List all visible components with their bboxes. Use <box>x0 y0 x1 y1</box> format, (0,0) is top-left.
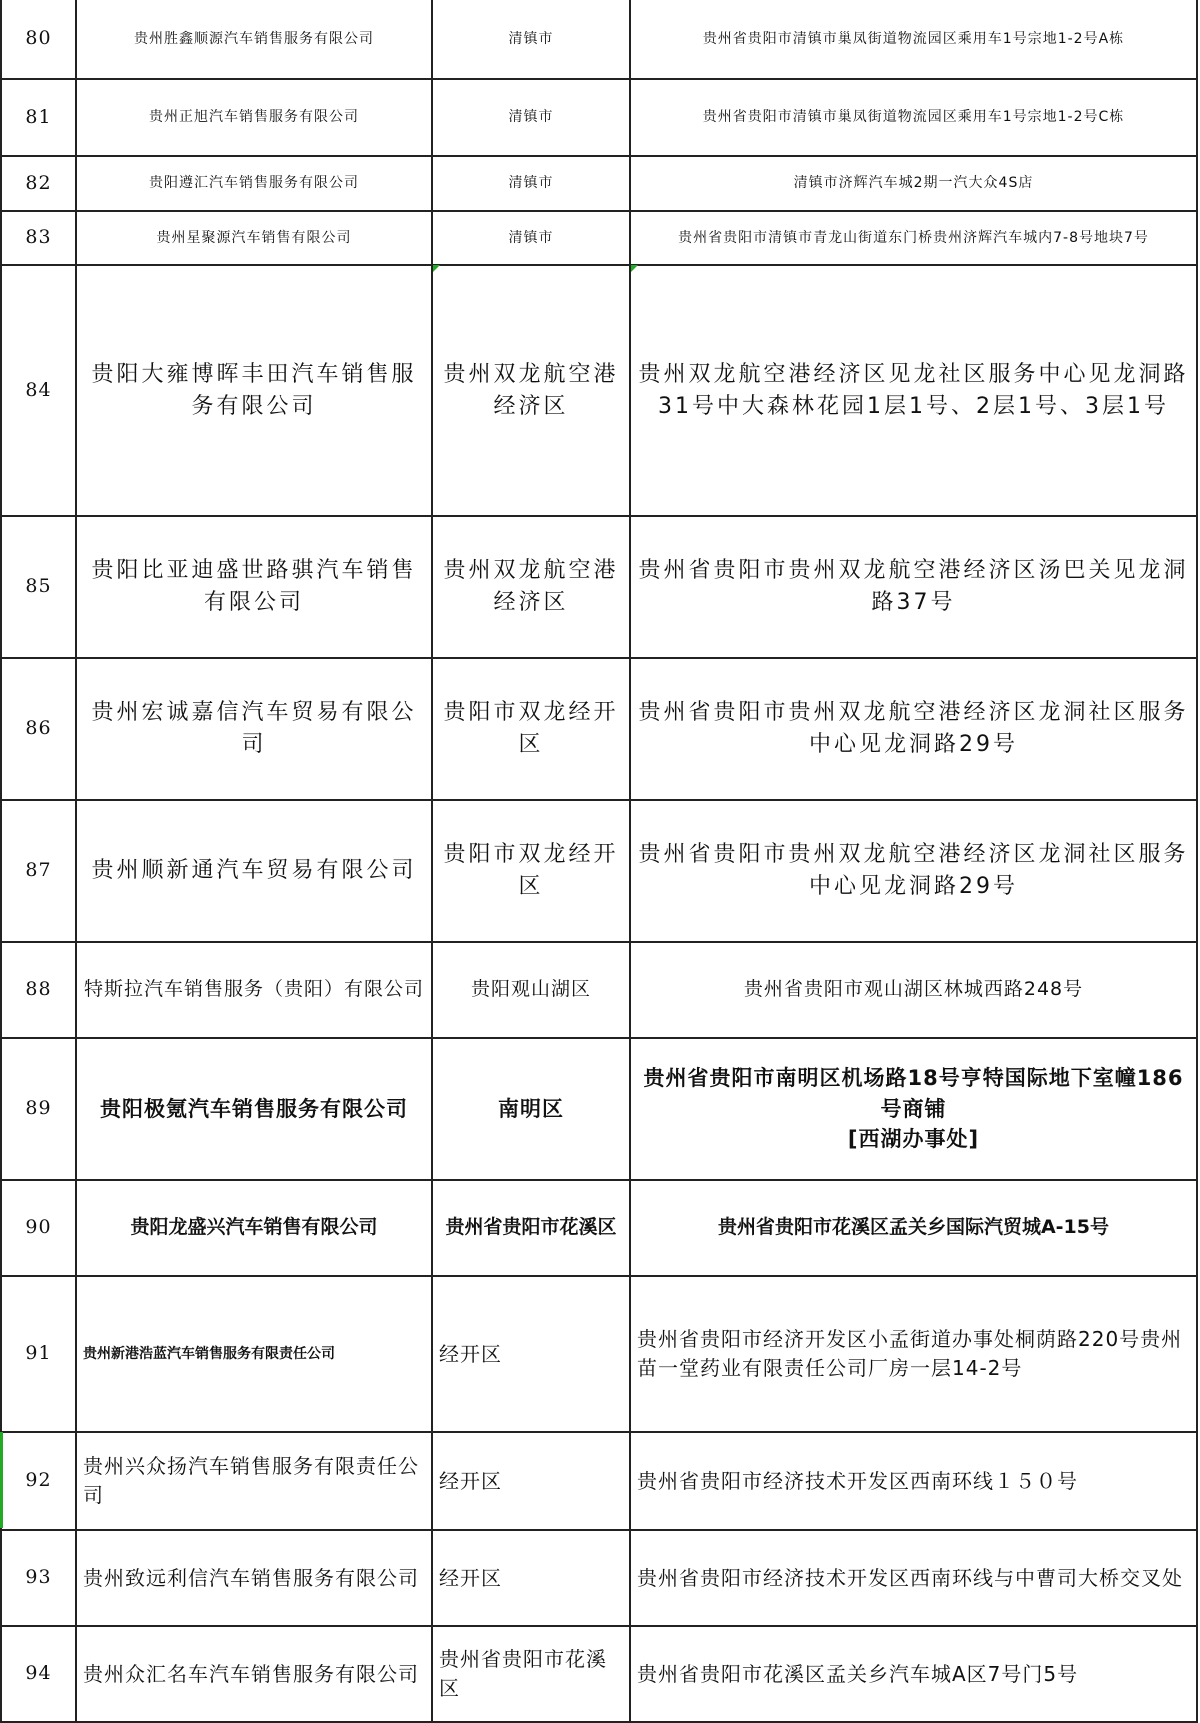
cell-marker <box>433 265 440 272</box>
company-name: 贵州顺新通汽车贸易有限公司 <box>76 800 432 942</box>
company-name: 贵阳龙盛兴汽车销售有限公司 <box>76 1180 432 1276</box>
table-row <box>1 265 1197 516</box>
address: 贵州省贵阳市清镇市青龙山街道东门桥贵州济辉汽车城内7-8号地块7号 <box>630 211 1197 265</box>
address: 贵州双龙航空港经济区见龙社区服务中心见龙洞路31号中大森林花园1层1号、2层1号、3层1号 <box>630 265 1197 516</box>
address-cell <box>630 1038 1197 1180</box>
district: 贵州省贵阳市花溪区 <box>432 1626 630 1722</box>
address: 清镇市济辉汽车城2期一汽大众4S店 <box>630 156 1197 211</box>
company-name: 贵阳遵汇汽车销售服务有限公司 <box>76 156 432 211</box>
district: 经开区 <box>432 1530 630 1626</box>
district: 贵阳市双龙经开区 <box>432 658 630 800</box>
company-name: 特斯拉汽车销售服务（贵阳）有限公司 <box>76 942 432 1038</box>
row-number: 80 <box>1 0 76 79</box>
row-number: 92 <box>1 1432 76 1530</box>
table-row <box>1 0 1197 79</box>
company-name: 贵州胜鑫顺源汽车销售服务有限公司 <box>76 0 432 79</box>
district: 经开区 <box>432 1432 630 1530</box>
company-name: 贵州兴众扬汽车销售服务有限责任公司 <box>76 1432 432 1530</box>
row-number: 87 <box>1 800 76 942</box>
row-number: 89 <box>1 1038 76 1180</box>
row-number: 94 <box>1 1626 76 1722</box>
table-row <box>1 1530 1197 1626</box>
table-row <box>1 156 1197 211</box>
district: 清镇市 <box>432 211 630 265</box>
table-row <box>1 658 1197 800</box>
address: 贵州省贵阳市清镇市巢凤街道物流园区乘用车1号宗地1-2号C栋 <box>630 79 1197 156</box>
address-note: [西湖办事处] <box>847 1127 980 1152</box>
table-row <box>1 942 1197 1038</box>
district: 清镇市 <box>432 0 630 79</box>
company-name: 贵州众汇名车汽车销售服务有限公司 <box>76 1626 432 1722</box>
table-row <box>1 1432 1197 1530</box>
address: 贵州省贵阳市清镇市巢凤街道物流园区乘用车1号宗地1-2号A栋 <box>630 0 1197 79</box>
table-row <box>1 516 1197 658</box>
address: 贵州省贵阳市花溪区孟关乡汽车城A区7号门5号 <box>630 1626 1197 1722</box>
row-number: 83 <box>1 211 76 265</box>
company-name: 贵州星聚源汽车销售有限公司 <box>76 211 432 265</box>
row-number: 84 <box>1 265 76 516</box>
district: 贵州双龙航空港经济区 <box>432 265 630 516</box>
address: 贵州省贵阳市观山湖区林城西路248号 <box>630 942 1197 1038</box>
company-name: 贵州新港浩蓝汽车销售服务有限责任公司 <box>76 1276 432 1432</box>
table-row <box>1 211 1197 265</box>
table-row <box>1 800 1197 942</box>
table-row <box>1 1626 1197 1722</box>
address: 贵州省贵阳市南明区机场路18号亨特国际地下室幢186号商铺 <box>643 1066 1184 1121</box>
table-row <box>1 1180 1197 1276</box>
row-number: 93 <box>1 1530 76 1626</box>
row-number: 90 <box>1 1180 76 1276</box>
address: 贵州省贵阳市经济技术开发区西南环线与中曹司大桥交叉处 <box>630 1530 1197 1626</box>
cell-marker <box>631 265 638 272</box>
table-row <box>1 79 1197 156</box>
district: 清镇市 <box>432 79 630 156</box>
address: 贵州省贵阳市贵州双龙航空港经济区汤巴关见龙洞路37号 <box>630 516 1197 658</box>
district: 贵州双龙航空港经济区 <box>432 516 630 658</box>
address: 贵州省贵阳市贵州双龙航空港经济区龙洞社区服务中心见龙洞路29号 <box>630 800 1197 942</box>
row-number: 91 <box>1 1276 76 1432</box>
table-row <box>1 1038 1197 1180</box>
table-row <box>1 1276 1197 1432</box>
row-selection-marker <box>0 1432 3 1528</box>
address: 贵州省贵阳市经济开发区小孟街道办事处桐荫路220号贵州苗一堂药业有限责任公司厂房一层14-2号 <box>630 1276 1197 1432</box>
company-name: 贵州正旭汽车销售服务有限公司 <box>76 79 432 156</box>
district: 贵阳观山湖区 <box>432 942 630 1038</box>
row-number: 82 <box>1 156 76 211</box>
row-number: 86 <box>1 658 76 800</box>
company-name: 贵阳极氪汽车销售服务有限公司 <box>76 1038 432 1180</box>
company-name: 贵州致远利信汽车销售服务有限公司 <box>76 1530 432 1626</box>
address: 贵州省贵阳市花溪区孟关乡国际汽贸城A-15号 <box>630 1180 1197 1276</box>
address: 贵州省贵阳市经济技术开发区西南环线１５０号 <box>630 1432 1197 1530</box>
row-number: 81 <box>1 79 76 156</box>
company-name: 贵阳比亚迪盛世路骐汽车销售有限公司 <box>76 516 432 658</box>
company-name: 贵阳大雍博晖丰田汽车销售服务有限公司 <box>76 265 432 516</box>
address: 贵州省贵阳市贵州双龙航空港经济区龙洞社区服务中心见龙洞路29号 <box>630 658 1197 800</box>
company-name: 贵州宏诚嘉信汽车贸易有限公司 <box>76 658 432 800</box>
district: 经开区 <box>432 1276 630 1432</box>
district: 清镇市 <box>432 156 630 211</box>
row-number: 88 <box>1 942 76 1038</box>
district: 贵州省贵阳市花溪区 <box>432 1180 630 1276</box>
row-number: 85 <box>1 516 76 658</box>
district: 贵阳市双龙经开区 <box>432 800 630 942</box>
district: 南明区 <box>432 1038 630 1180</box>
